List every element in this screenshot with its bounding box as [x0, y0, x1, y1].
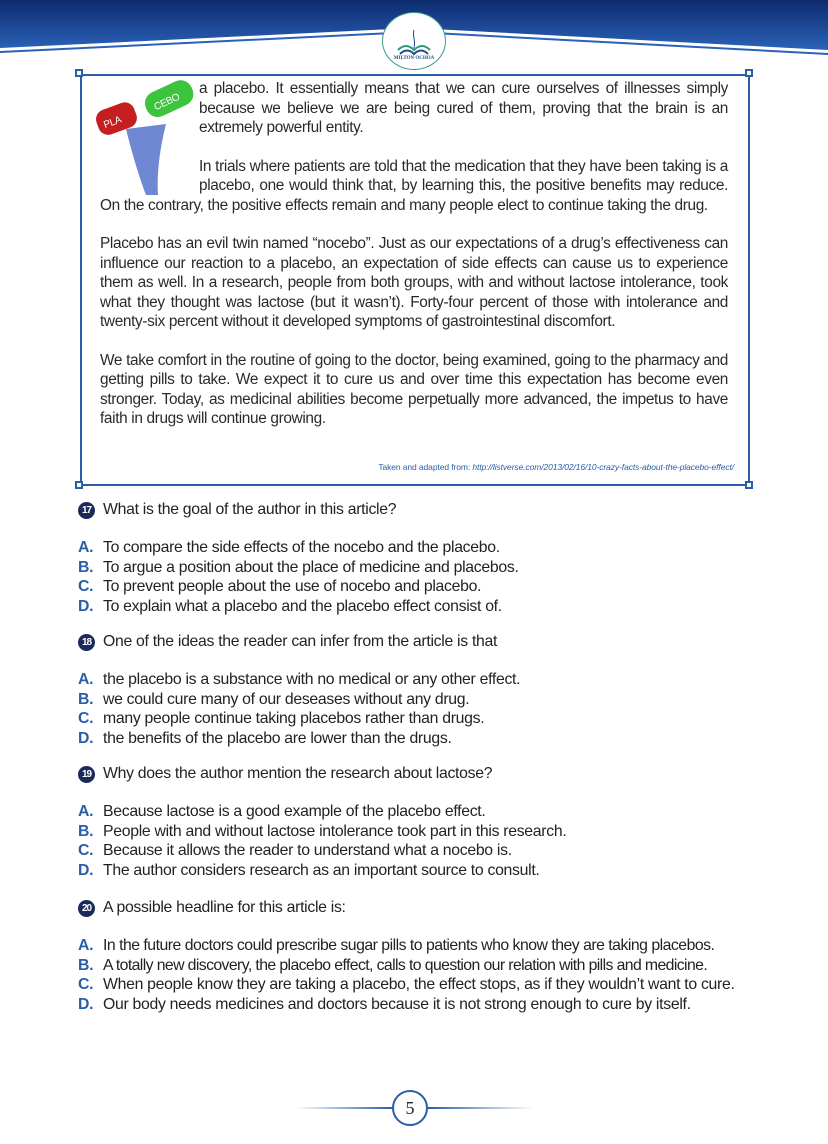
option-b[interactable] — [78, 822, 753, 842]
article-paragraph: In trials where patients are told that the medication that they have been taking is a placebo, one would think that, by learning this, the positive benefits may reduce. On the contrary, the positive effects remain and many people elect to continue taking the drug. — [100, 157, 728, 214]
question-number: 19 — [78, 766, 95, 783]
option-letter: B. — [78, 558, 94, 576]
option-letter: D. — [78, 861, 94, 879]
option-c[interactable] — [78, 841, 753, 861]
frame-corner — [745, 481, 753, 489]
question-number: 18 — [78, 634, 95, 651]
option-text: we could cure many of our deseases without any drug. — [103, 690, 470, 708]
source-prefix: Taken and adapted from: — [378, 462, 471, 472]
source-citation — [378, 462, 734, 472]
option-text: Because it allows the reader to understand what a nocebo is. — [103, 842, 512, 859]
book-icon — [396, 28, 432, 56]
option-letter: D. — [78, 729, 94, 747]
option-letter: D. — [78, 597, 94, 615]
option-text: Because lactose is a good example of the placebo effect. — [103, 803, 486, 820]
pill-label-cebo: CEBO — [152, 91, 182, 114]
frame-corner — [745, 69, 753, 77]
option-letter: A. — [78, 937, 94, 954]
option-text: When people know they are taking a placebo, the effect stops, as if they wouldn’t want to cure. — [103, 976, 735, 993]
page-number: 5 — [392, 1090, 428, 1126]
option-text: To explain what a placebo and the placebo effect consist of. — [103, 597, 502, 615]
option-text: People with and without lactose intolerance took part in this research. — [103, 822, 567, 840]
option-letter: C. — [78, 842, 94, 859]
option-letter: B. — [78, 690, 94, 708]
option-d[interactable] — [78, 861, 753, 881]
question-text: One of the ideas the reader can infer from the article is that — [103, 633, 498, 650]
footer-line-left — [296, 1107, 392, 1109]
question-text: What is the goal of the author in this article? — [103, 501, 397, 518]
placebo-pill-image — [96, 79, 196, 195]
article-paragraph: We take comfort in the routine of going to the doctor, being examined, going to the pharmacy and getting pills to take. We expect it to cure us and over time this expectation has become even stronger. Today, as medicinal abilities become perpetually more advanced, the impetus to have faith in drugs will continue growing. — [100, 351, 728, 427]
option-b[interactable] — [78, 690, 753, 710]
publisher-logo — [382, 12, 446, 70]
question-18 — [78, 632, 753, 748]
option-text: To argue a position about the place of medicine and placebos. — [103, 558, 519, 576]
option-letter: A. — [78, 803, 94, 820]
option-b[interactable] — [78, 956, 753, 976]
question-text: Why does the author mention the research about lactose? — [103, 765, 493, 782]
option-d[interactable] — [78, 729, 753, 749]
pill-label-pla: PLA — [102, 114, 123, 131]
article-text — [100, 79, 728, 448]
option-d[interactable] — [78, 597, 753, 617]
source-link[interactable]: http://listverse.com/2013/02/16/10-crazy-facts-about-the-placebo-effect/ — [472, 462, 734, 472]
option-letter: A. — [78, 671, 94, 688]
option-letter: B. — [78, 956, 94, 974]
option-c[interactable] — [78, 577, 753, 597]
option-d[interactable] — [78, 995, 753, 1015]
article-paragraph: a placebo. It essentially means that we can cure ourselves of illnesses simply because we believe we are being cured of them, proving that the brain is an extremely powerful entity. — [199, 80, 728, 136]
option-a[interactable] — [78, 802, 753, 822]
option-text: many people continue taking placebos rather than drugs. — [103, 710, 485, 727]
option-text: The author considers research as an important source to consult. — [103, 861, 540, 879]
question-text: A possible headline for this article is: — [103, 899, 346, 916]
option-a[interactable] — [78, 670, 753, 690]
option-letter: B. — [78, 822, 94, 840]
question-20 — [78, 898, 753, 1014]
option-text: the benefits of the placebo are lower than the drugs. — [103, 729, 452, 747]
option-text: Our body needs medicines and doctors because it is not strong enough to cure by itself. — [103, 995, 691, 1013]
option-letter: C. — [78, 976, 94, 993]
option-text: A totally new discovery, the placebo effect, calls to question our relation with pills and medicine. — [103, 956, 708, 974]
option-letter: D. — [78, 995, 94, 1013]
option-text: In the future doctors could prescribe sugar pills to patients who know they are taking placebos. — [103, 937, 715, 954]
question-number: 17 — [78, 502, 95, 519]
article-paragraph: Placebo has an evil twin named “nocebo”. Just as our expectations of a drug’s effectiveness can influence our reaction to a placebo, an expectation of side effects can cause us to experience them as well. In a research, people from both groups, with and without lactose intolerance, took what they thought was lactose (but it wasn’t). Forty-four percent of those with intolerance and twenty-six percent without it developed symptoms of gastrointestinal discomfort. — [100, 235, 728, 330]
option-b[interactable] — [78, 558, 753, 578]
option-c[interactable] — [78, 709, 753, 729]
option-letter: C. — [78, 578, 94, 595]
option-a[interactable] — [78, 538, 753, 558]
question-17 — [78, 500, 753, 616]
frame-corner — [75, 69, 83, 77]
option-letter: A. — [78, 539, 94, 556]
question-number: 20 — [78, 900, 95, 917]
option-letter: C. — [78, 710, 94, 727]
option-c[interactable] — [78, 975, 753, 995]
option-text: To prevent people about the use of nocebo and placebo. — [103, 578, 482, 595]
option-a[interactable] — [78, 936, 753, 956]
option-text: To compare the side effects of the nocebo and the placebo. — [103, 539, 500, 556]
logo-text: MILTON OCHOA — [393, 56, 435, 61]
footer-line-right — [428, 1107, 534, 1109]
question-19 — [78, 764, 753, 880]
frame-corner — [75, 481, 83, 489]
option-text: the placebo is a substance with no medical or any other effect. — [103, 671, 521, 688]
